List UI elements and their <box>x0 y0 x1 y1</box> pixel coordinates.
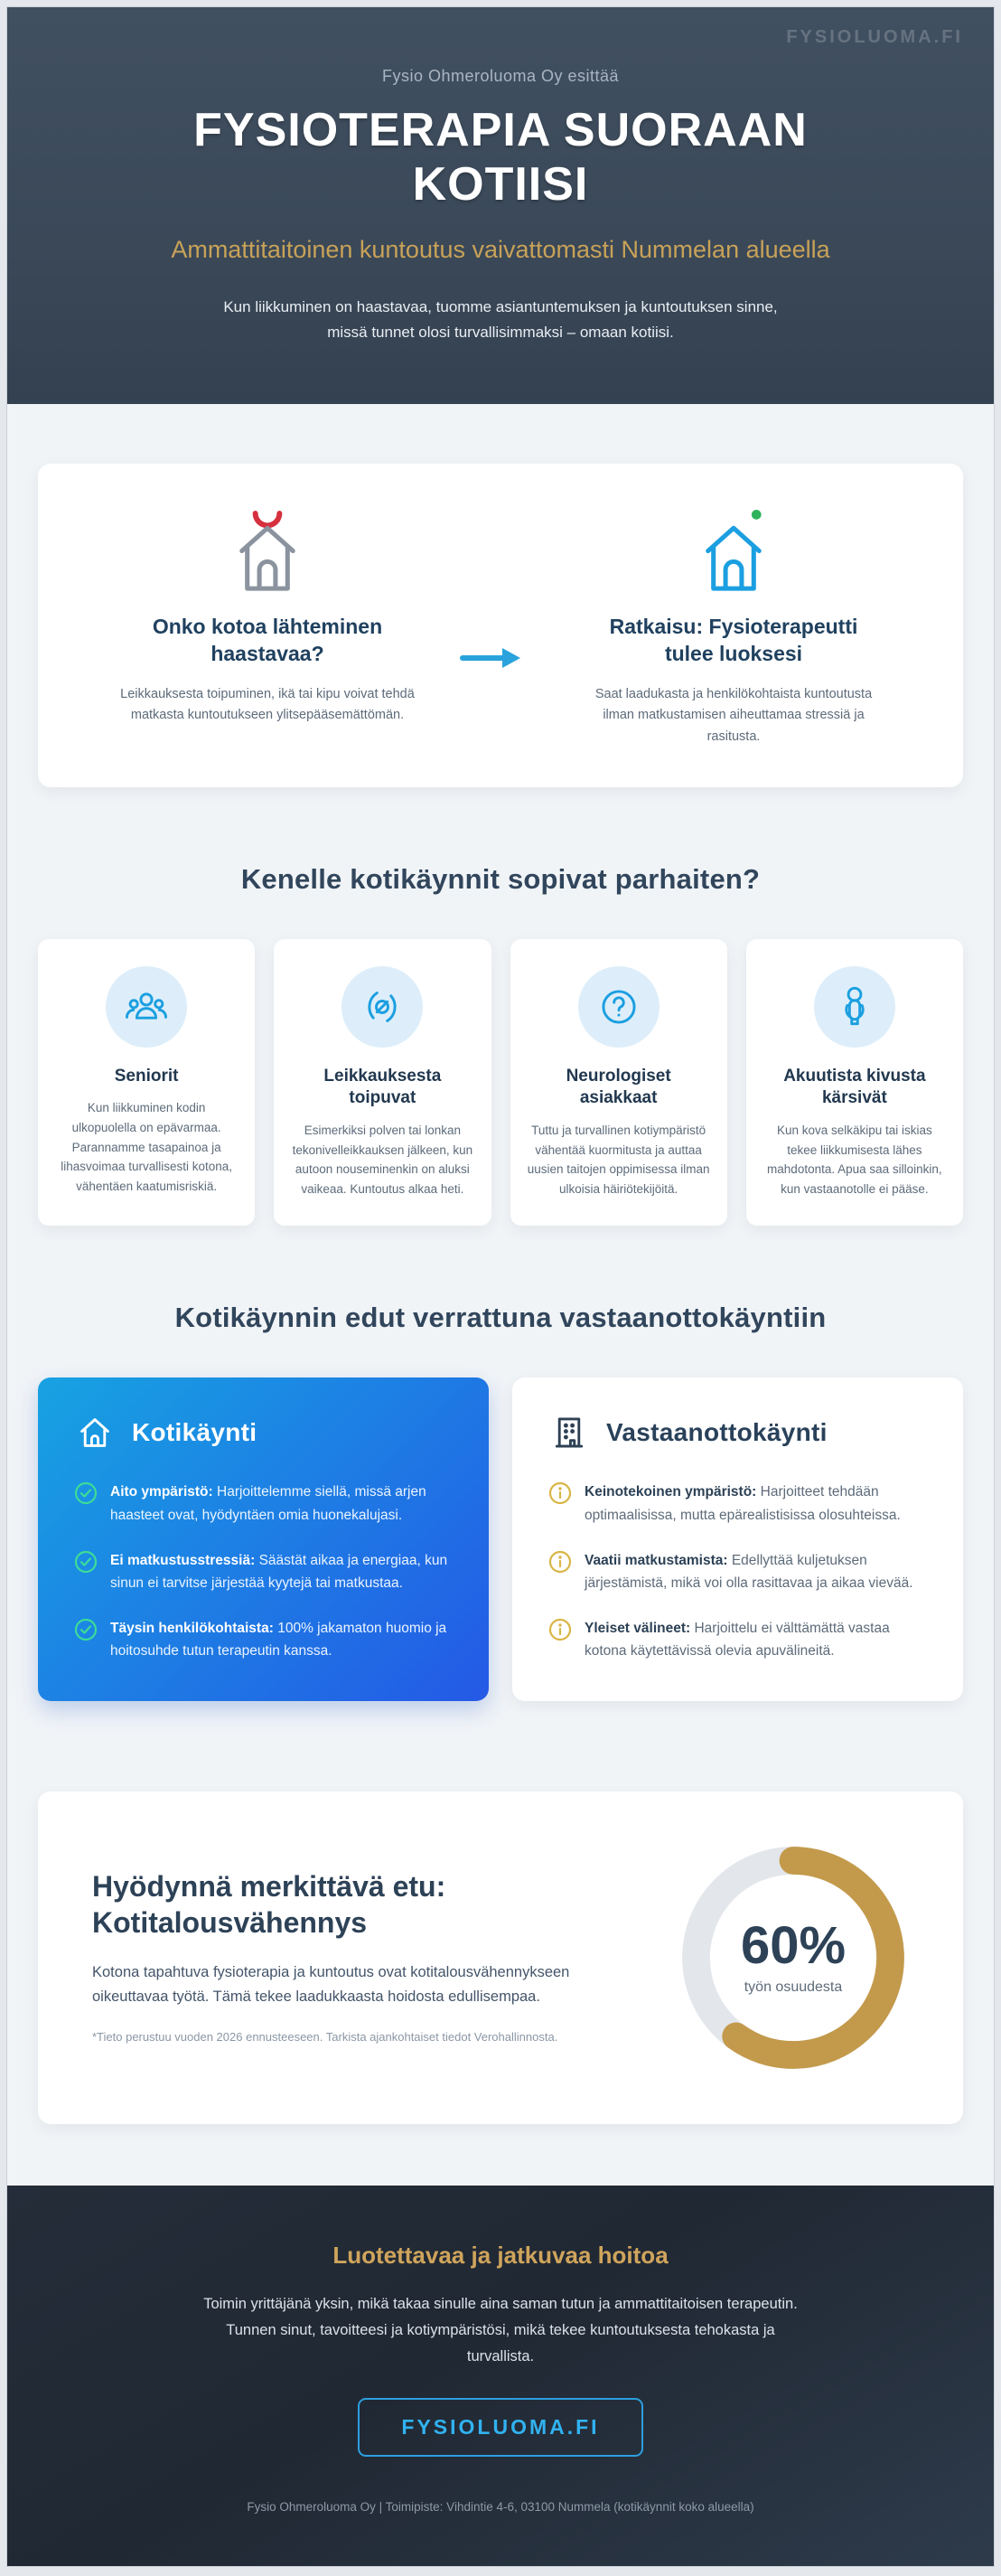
donut-percent: 60% <box>740 1915 847 1975</box>
brand-watermark: FYSIOLUOMA.FI <box>786 27 963 47</box>
audience-card-title: Leikkauksesta toipuvat <box>323 1066 442 1108</box>
audience-card-text: Tuttu ja turvallinen kotiympäristö vähentää kuormitusta ja auttaa uusien taitojen oppimisessa ilman ulkoisia häiriötekijöitä. <box>527 1123 710 1196</box>
arrow-right-icon <box>457 644 544 672</box>
solution-column <box>544 505 923 747</box>
body-icon <box>814 966 895 1048</box>
check-circle-icon <box>74 1617 98 1663</box>
infographic-page <box>6 6 995 2567</box>
audience-heading: Kenelle kotikäynnit sopivat parhaiten? <box>240 862 761 895</box>
problem-title: Onko kotoa lähteminen haastavaa? <box>152 615 383 666</box>
solution-text: Saat laadukasta ja henkilökohtaista kuntoutusta ilman matkustamisen aiheuttamaa stressiä ja rasitusta. <box>594 687 873 744</box>
audience-card-text: Esimerkiksi polven tai lonkan tekonivelleikkauksen jälkeen, kun autoon nouseminenkin on aluksi vaikeaa. Kuntoutus alkaa heti. <box>292 1123 473 1196</box>
audience-card-title: Akuutista kivusta kärsivät <box>783 1066 926 1108</box>
hero-lead: Kun liikkuminen on haastavaa, tuomme asiantuntemuksen ja kuntoutuksen sinne, missä tunnet olosi turvallisimmaksi – omaan kotiisi. <box>223 297 778 342</box>
audience-card-title: Neurologiset asiakkaat <box>566 1066 671 1108</box>
info-circle-icon <box>548 1549 572 1595</box>
main-content <box>38 464 963 2123</box>
home-visit-item: Aito ympäristö: Harjoittelemme siellä, missä arjen haasteet ovat, hyödyntäen omia huonekalujasi. <box>74 1481 453 1527</box>
tax-benefit-text-column <box>92 1868 602 2046</box>
donut-chart <box>678 1842 909 2073</box>
clinic-visit-title: Vastaanottokäynti <box>606 1418 828 1447</box>
comparison-heading: Kotikäynnin edut verrattuna vastaanottokäyntiin <box>174 1302 827 1334</box>
problem-solution-card <box>38 464 963 786</box>
problem-text: Leikkauksesta toipuminen, ikä tai kipu voivat tehdä matkasta kuntoutukseen ylitsepääsemättömän. <box>120 687 415 723</box>
clinic-visit-item: Keinotekoinen ympäristö: Harjoitteet tehdään optimaalisissa, mutta epärealistisissa olosuhteissa. <box>548 1481 927 1527</box>
home-visit-card <box>38 1377 489 1700</box>
audience-card-title: Seniorit <box>114 1066 179 1086</box>
house-sad-icon <box>78 505 457 599</box>
comparison-grid <box>38 1377 963 1700</box>
donut-center-label <box>678 1842 909 2073</box>
donut-caption: työn osuudesta <box>744 1979 843 1995</box>
solution-title: Ratkaisu: Fysioterapeutti tulee luoksesi <box>609 615 858 666</box>
hero-eyebrow: Fysio Ohmeroluoma Oy esittää <box>381 67 620 85</box>
home-visit-header <box>74 1412 453 1453</box>
info-circle-icon <box>548 1617 572 1663</box>
clinic-visit-item: Yleiset välineet: Harjoittelu ei välttämättä vastaa kotona käytettävissä olevia apuvälineitä. <box>548 1617 927 1663</box>
home-visit-item: Ei matkustusstressiä: Säästät aikaa ja energiaa, kun sinun ei tarvitse järjestää kyytejä tai matkustaa. <box>74 1549 453 1595</box>
tax-benefit-card <box>38 1791 963 2124</box>
home-visit-title: Kotikäynti <box>132 1418 257 1447</box>
clinic-visit-card <box>512 1377 963 1700</box>
people-icon <box>106 966 187 1048</box>
hero-header <box>7 7 994 404</box>
audience-grid <box>38 939 963 1227</box>
clinic-visit-header <box>548 1412 927 1453</box>
hero-subtitle: Ammattitaitoinen kuntoutus vaivattomasti Nummelan alueella <box>171 235 830 263</box>
footer-heading: Luotettavaa ja jatkuvaa hoitoa <box>332 2241 669 2269</box>
home-visit-item: Täysin henkilökohtaista: 100% jakamaton huomio ja hoitosuhde tutun terapeutin kanssa. <box>74 1617 453 1663</box>
building-icon <box>548 1412 590 1453</box>
page-footer <box>7 2186 994 2567</box>
tax-benefit-description: Kotona tapahtuva fysioterapia ja kuntoutus ovat kotitalousvähennykseen oikeuttavaa työtä. Tämä tekee laadukkaasta hoidosta edullisempaa. <box>92 1964 570 2006</box>
website-link-button[interactable]: FYSIOLUOMA.FI <box>358 2398 642 2457</box>
joint-icon <box>341 966 423 1048</box>
info-circle-icon <box>548 1481 572 1527</box>
audience-card-akuutti <box>746 939 963 1227</box>
tax-benefit-disclaimer: *Tieto perustuu vuoden 2026 ennusteeseen. Tarkista ajankohtaiset tiedot Verohallinnosta. <box>92 2029 558 2044</box>
footer-text: Toimin yrittäjänä yksin, mikä takaa sinulle aina saman tutun ja ammattitaitoisen terapeutin. Tunnen sinut, tavoitteesi ja kotiympäristösi, mikä tekee kuntoutuksesta tehokasta ja turvallista. <box>203 2295 798 2364</box>
question-icon <box>578 966 660 1048</box>
footer-small-print: Fysio Ohmeroluoma Oy | Toimipiste: Vihdintie 4-6, 03100 Nummela (kotikäynnit koko alueella) <box>247 2500 754 2515</box>
audience-card-leikkauksesta <box>274 939 491 1227</box>
audience-card-text: Kun kova selkäkipu tai iskias tekee liikkumisesta lähes mahdotonta. Apua saa silloinkin, kun vastaanotolle ei pääse. <box>767 1123 942 1196</box>
problem-column <box>78 505 457 726</box>
check-circle-icon <box>74 1549 98 1595</box>
house-solution-icon <box>544 505 923 599</box>
audience-card-neurologiset <box>510 939 727 1227</box>
check-circle-icon <box>74 1481 98 1527</box>
page-title: FYSIOTERAPIA SUORAAN KOTIISI <box>193 104 808 211</box>
clinic-visit-item: Vaatii matkustamista: Edellyttää kuljetuksen järjestämistä, mikä voi olla rasittavaa ja aikaa vievää. <box>548 1549 927 1595</box>
audience-card-seniorit <box>38 939 255 1227</box>
audience-card-text: Kun liikkuminen kodin ulkopuolella on epävarmaa. Parannamme tasapainoa ja lihasvoimaa turvallisesti kotona, vähentäen kaatumisriskiä. <box>61 1101 233 1193</box>
home-icon <box>74 1412 116 1453</box>
tax-benefit-title: Hyödynnä merkittävä etu: Kotitalousvähennys <box>92 1870 446 1940</box>
